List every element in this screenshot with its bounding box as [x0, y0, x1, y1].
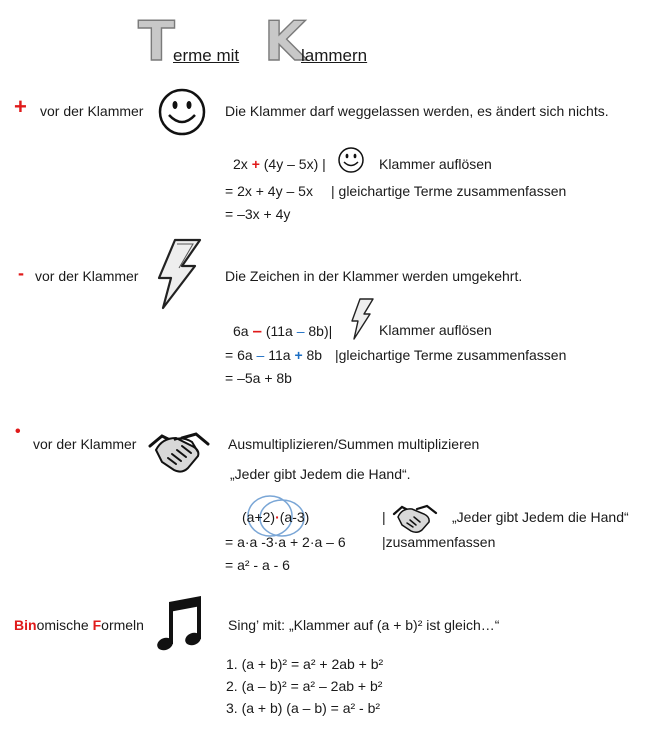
- title-part1: erme mit: [173, 46, 240, 65]
- times-comment2: |zusammenfassen: [382, 534, 496, 550]
- plus-operator: +: [251, 156, 260, 172]
- minus-example-line3: = –5a + 8b: [225, 370, 292, 386]
- minus-rule: Die Zeichen in der Klammer werden umgekehrt.: [225, 268, 523, 284]
- smiley-icon: [158, 88, 206, 136]
- times-comment1: „Jeder gibt Jedem die Hand“: [452, 509, 629, 525]
- handshake-icon: [148, 424, 210, 478]
- plus-example-line3: = –3x + 4y: [225, 206, 291, 222]
- plus-rule: Die Klammer darf weggelassen werden, es ändert sich nichts.: [225, 103, 609, 119]
- plus-comment1: Klammer auflösen: [379, 156, 492, 172]
- minus-sign: -: [18, 263, 24, 283]
- times-operator: ·: [275, 509, 280, 525]
- lightning-small-icon: [350, 298, 374, 340]
- plus-example-line1: 2x + (4y – 5x) |: [233, 156, 326, 172]
- smiley-small-icon: [337, 146, 365, 174]
- binom-formula-1: 1. (a + b)² = a² + 2ab + b²: [226, 656, 384, 672]
- binom-formula-3: 3. (a + b) (a – b) = a² - b²: [226, 700, 381, 716]
- times-example-line3: = a² - a - 6: [225, 557, 290, 573]
- binom-formula-2: 2. (a – b)² = a² – 2ab + b²: [226, 678, 383, 694]
- minus-comment2: |gleichartige Terme zusammenfassen: [335, 347, 567, 363]
- binom-rule: Sing’ mit: „Klammer auf (a + b)² ist gleich…“: [228, 617, 500, 633]
- title-letter-t: T: [138, 10, 175, 73]
- plus-comment2: | gleichartige Terme zusammenfassen: [331, 183, 567, 199]
- times-sign: •: [15, 423, 21, 440]
- times-bar: |: [382, 509, 386, 525]
- plus-example-line2: = 2x + 4y – 5x: [225, 183, 313, 199]
- minus-example-line1: 6a – (11a – 8b)|: [233, 321, 333, 340]
- minus-operator: –: [252, 321, 262, 340]
- minus-label: vor der Klammer: [35, 268, 139, 284]
- times-rule: Ausmultiplizieren/Summen multiplizieren: [228, 436, 480, 452]
- times-label: vor der Klammer: [33, 436, 137, 452]
- title-letter-k: K: [264, 10, 306, 73]
- plus-label: vor der Klammer: [40, 103, 144, 119]
- plus-sign: +: [14, 94, 27, 119]
- binom-label: Binomische Formeln: [14, 617, 144, 633]
- title-part2: lammern: [301, 46, 368, 65]
- minus-example-line2: = 6a – 11a + 8b: [225, 347, 323, 363]
- times-example-line2: = a·a -3·a + 2·a – 6: [225, 534, 346, 550]
- times-quote: „Jeder gibt Jedem die Hand“.: [230, 466, 411, 482]
- minus-inner-operator: –: [296, 323, 305, 339]
- music-notes-icon: [157, 596, 207, 654]
- times-example-line1: (a+2)·(a-3): [242, 509, 310, 525]
- lightning-icon: [153, 238, 203, 310]
- minus-comment1: Klammer auflösen: [379, 322, 492, 338]
- handshake-small-icon: [392, 498, 438, 536]
